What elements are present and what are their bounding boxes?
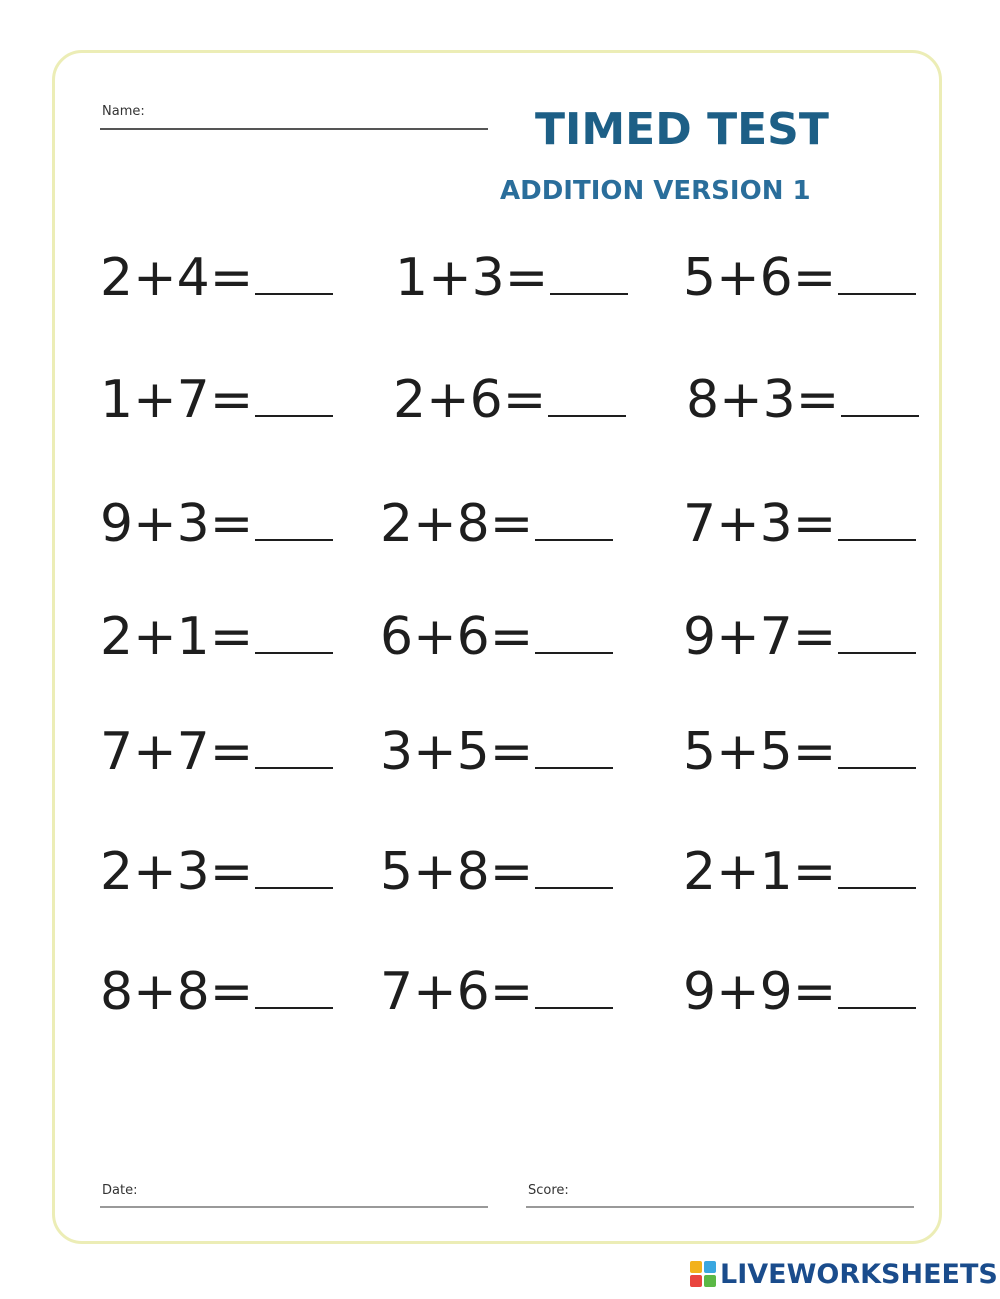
date-label: Date: (102, 1183, 138, 1198)
liveworksheets-logo-text: LIVEWORKSHEETS (720, 1258, 998, 1290)
answer-blank[interactable] (841, 415, 919, 417)
problem-r1-c2 (395, 248, 628, 308)
problem-expression: 6+6= (380, 607, 534, 667)
answer-blank[interactable] (255, 415, 333, 417)
problem-expression: 5+6= (683, 248, 837, 308)
problem-r2-c1 (100, 370, 333, 430)
problem-r7-c2 (380, 962, 613, 1022)
problem-r5-c1 (100, 722, 333, 782)
problem-expression: 9+9= (683, 962, 837, 1022)
liveworksheets-logo (690, 1256, 998, 1292)
answer-blank[interactable] (255, 539, 333, 541)
answer-blank[interactable] (535, 767, 613, 769)
answer-blank[interactable] (535, 539, 613, 541)
answer-blank[interactable] (255, 293, 333, 295)
score-label: Score: (528, 1183, 569, 1198)
problem-expression: 7+6= (380, 962, 534, 1022)
problem-expression: 9+7= (683, 607, 837, 667)
answer-blank[interactable] (838, 887, 916, 889)
problem-r7-c1 (100, 962, 333, 1022)
name-input-line[interactable] (100, 128, 488, 130)
problem-expression: 1+7= (100, 370, 254, 430)
problem-expression: 2+3= (100, 842, 254, 902)
problem-expression: 1+3= (395, 248, 549, 308)
worksheet-title: TIMED TEST (535, 104, 829, 155)
problem-r1-c3 (683, 248, 916, 308)
problem-expression: 8+3= (686, 370, 840, 430)
problem-expression: 9+3= (100, 494, 254, 554)
worksheet-subtitle: ADDITION VERSION 1 (500, 176, 811, 206)
answer-blank[interactable] (838, 767, 916, 769)
problem-expression: 5+8= (380, 842, 534, 902)
problem-expression: 2+1= (100, 607, 254, 667)
answer-blank[interactable] (550, 293, 628, 295)
problem-r4-c1 (100, 607, 333, 667)
problem-expression: 3+5= (380, 722, 534, 782)
problem-r5-c3 (683, 722, 916, 782)
answer-blank[interactable] (255, 767, 333, 769)
answer-blank[interactable] (535, 887, 613, 889)
answer-blank[interactable] (838, 1007, 916, 1009)
problem-r4-c3 (683, 607, 916, 667)
problem-r6-c3 (683, 842, 916, 902)
answer-blank[interactable] (838, 652, 916, 654)
answer-blank[interactable] (255, 1007, 333, 1009)
problem-r7-c3 (683, 962, 916, 1022)
problem-expression: 7+7= (100, 722, 254, 782)
answer-blank[interactable] (838, 293, 916, 295)
problem-expression: 7+3= (683, 494, 837, 554)
problem-r3-c3 (683, 494, 916, 554)
problem-r6-c1 (100, 842, 333, 902)
problem-r2-c3 (686, 370, 919, 430)
problem-expression: 2+1= (683, 842, 837, 902)
answer-blank[interactable] (255, 887, 333, 889)
answer-blank[interactable] (535, 1007, 613, 1009)
problem-expression: 5+5= (683, 722, 837, 782)
problem-r3-c1 (100, 494, 333, 554)
problem-expression: 2+4= (100, 248, 254, 308)
problem-expression: 8+8= (100, 962, 254, 1022)
problem-r1-c1 (100, 248, 333, 308)
answer-blank[interactable] (255, 652, 333, 654)
problem-expression: 2+6= (393, 370, 547, 430)
problem-r3-c2 (380, 494, 613, 554)
problem-r2-c2 (393, 370, 626, 430)
score-input-line[interactable] (526, 1206, 914, 1208)
problem-expression: 2+8= (380, 494, 534, 554)
liveworksheets-logo-icon (690, 1261, 716, 1287)
name-label: Name: (102, 104, 145, 119)
answer-blank[interactable] (548, 415, 626, 417)
problem-r4-c2 (380, 607, 613, 667)
answer-blank[interactable] (838, 539, 916, 541)
answer-blank[interactable] (535, 652, 613, 654)
problem-r5-c2 (380, 722, 613, 782)
problem-r6-c2 (380, 842, 613, 902)
date-input-line[interactable] (100, 1206, 488, 1208)
